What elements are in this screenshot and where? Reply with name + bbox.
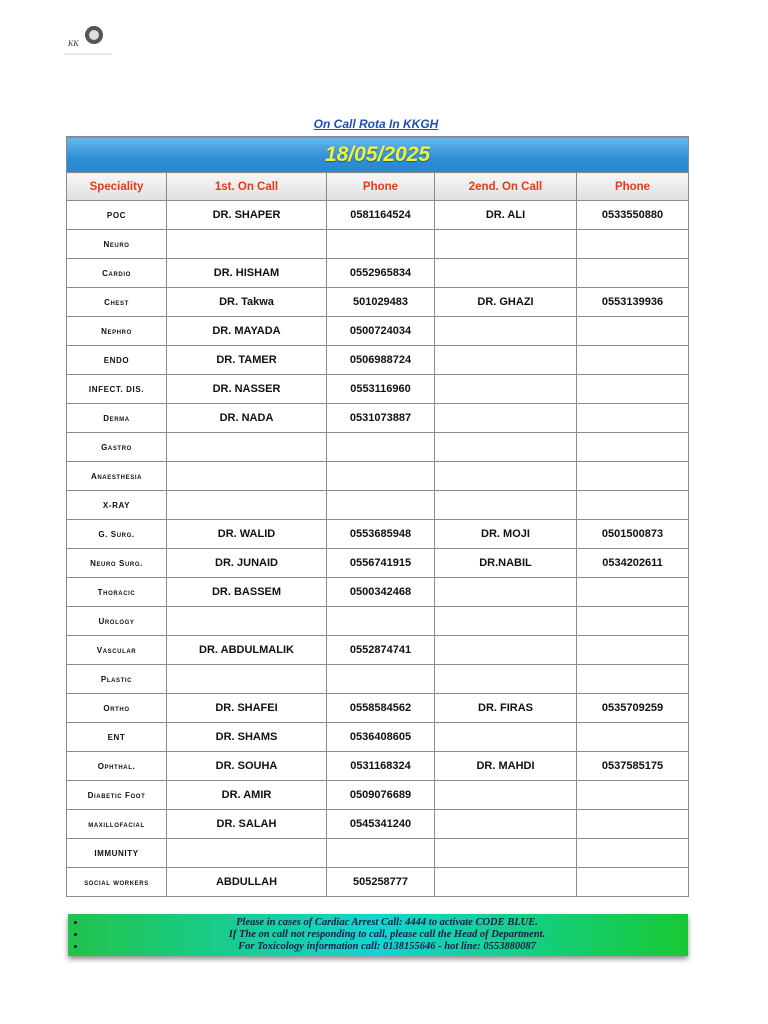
second-on-call-cell (435, 868, 577, 897)
second-on-call-cell (435, 433, 577, 462)
second-on-call-cell (435, 230, 577, 259)
second-phone-cell (577, 578, 689, 607)
second-phone-cell (577, 491, 689, 520)
speciality-cell: Neuro (67, 230, 167, 259)
first-phone-cell: 0531168324 (327, 752, 435, 781)
first-phone-cell (327, 491, 435, 520)
first-phone-cell (327, 462, 435, 491)
speciality-cell: Diabetic Foot (67, 781, 167, 810)
second-phone-cell: 0535709259 (577, 694, 689, 723)
header-phone-first: Phone (327, 173, 435, 201)
table-row (67, 375, 689, 404)
speciality-cell: INFECT. DIS. (67, 375, 167, 404)
second-on-call-cell (435, 491, 577, 520)
table-row (67, 433, 689, 462)
rota-date: 18/05/2025 (67, 137, 689, 173)
date-row (67, 137, 689, 173)
hospital-logo (64, 24, 114, 56)
table-row (67, 259, 689, 288)
first-phone-cell: 0552965834 (327, 259, 435, 288)
first-phone-cell: 0553685948 (327, 520, 435, 549)
second-on-call-cell: DR. FIRAS (435, 694, 577, 723)
second-on-call-cell (435, 665, 577, 694)
first-on-call-cell (167, 607, 327, 636)
first-on-call-cell (167, 839, 327, 868)
speciality-cell: Vascular (67, 636, 167, 665)
first-on-call-cell: DR. BASSEM (167, 578, 327, 607)
first-phone-cell (327, 839, 435, 868)
second-phone-cell: 0553139936 (577, 288, 689, 317)
speciality-cell: POC (67, 201, 167, 230)
header-phone-second: Phone (577, 173, 689, 201)
first-on-call-cell: DR. SHAMS (167, 723, 327, 752)
second-phone-cell (577, 810, 689, 839)
table-row (67, 694, 689, 723)
second-phone-cell (577, 259, 689, 288)
notice-item: • If The on call not responding to call, please call the Head of Department. (86, 929, 688, 941)
second-phone-cell (577, 781, 689, 810)
speciality-cell: X-RAY (67, 491, 167, 520)
first-on-call-cell: DR. HISHAM (167, 259, 327, 288)
second-on-call-cell (435, 375, 577, 404)
speciality-cell: ENDO (67, 346, 167, 375)
second-phone-cell: 0537585175 (577, 752, 689, 781)
first-on-call-cell: DR. SOUHA (167, 752, 327, 781)
second-phone-cell (577, 317, 689, 346)
first-on-call-cell: DR. SALAH (167, 810, 327, 839)
table-row (67, 752, 689, 781)
second-on-call-cell (435, 723, 577, 752)
table-row (67, 317, 689, 346)
table-row (67, 288, 689, 317)
second-on-call-cell: DR. GHAZI (435, 288, 577, 317)
on-call-rota-table (66, 136, 689, 897)
table-row (67, 491, 689, 520)
first-on-call-cell: DR. Takwa (167, 288, 327, 317)
notice-item: • Please in cases of Cardiac Arrest Call: 4444 to activate CODE BLUE. (86, 917, 688, 929)
table-row (67, 868, 689, 897)
second-on-call-cell: DR. ALI (435, 201, 577, 230)
second-phone-cell (577, 868, 689, 897)
table-row (67, 404, 689, 433)
speciality-cell: Thoracic (67, 578, 167, 607)
first-phone-cell: 0509076689 (327, 781, 435, 810)
first-phone-cell (327, 230, 435, 259)
first-on-call-cell: DR. JUNAID (167, 549, 327, 578)
second-on-call-cell: DR. MAHDI (435, 752, 577, 781)
speciality-cell: maxillofacial (67, 810, 167, 839)
table-row (67, 839, 689, 868)
notice-box (68, 914, 688, 956)
second-on-call-cell (435, 839, 577, 868)
speciality-cell: Urology (67, 607, 167, 636)
speciality-cell: IMMUNITY (67, 839, 167, 868)
first-on-call-cell: ABDULLAH (167, 868, 327, 897)
first-on-call-cell (167, 462, 327, 491)
first-phone-cell: 0552874741 (327, 636, 435, 665)
first-phone-cell: 0506988724 (327, 346, 435, 375)
second-on-call-cell (435, 636, 577, 665)
first-phone-cell (327, 607, 435, 636)
table-row (67, 462, 689, 491)
speciality-cell: Neuro Surg. (67, 549, 167, 578)
speciality-cell: Ophthal. (67, 752, 167, 781)
header-first-on-call: 1st. On Call (167, 173, 327, 201)
second-on-call-cell (435, 346, 577, 375)
notice-item: • For Toxicology information call: 0138155646 - hot line: 0553880087 (86, 941, 688, 953)
speciality-cell: Anaesthesia (67, 462, 167, 491)
table-row (67, 578, 689, 607)
second-phone-cell (577, 723, 689, 752)
second-on-call-cell (435, 404, 577, 433)
second-phone-cell (577, 839, 689, 868)
header-second-on-call: 2end. On Call (435, 173, 577, 201)
second-on-call-cell: DR. MOJI (435, 520, 577, 549)
second-phone-cell (577, 636, 689, 665)
first-phone-cell: 0536408605 (327, 723, 435, 752)
speciality-cell: Cardio (67, 259, 167, 288)
first-phone-cell: 0553116960 (327, 375, 435, 404)
second-phone-cell (577, 607, 689, 636)
second-phone-cell (577, 665, 689, 694)
table-row (67, 230, 689, 259)
second-phone-cell (577, 404, 689, 433)
second-on-call-cell (435, 259, 577, 288)
second-on-call-cell (435, 578, 577, 607)
second-on-call-cell (435, 781, 577, 810)
first-on-call-cell: DR. NADA (167, 404, 327, 433)
speciality-cell: Gastro (67, 433, 167, 462)
table-row (67, 607, 689, 636)
table-row (67, 810, 689, 839)
first-phone-cell: 505258777 (327, 868, 435, 897)
second-phone-cell (577, 230, 689, 259)
second-on-call-cell (435, 607, 577, 636)
second-phone-cell (577, 375, 689, 404)
first-phone-cell: 0581164524 (327, 201, 435, 230)
page-title: On Call Rota In KKGH (313, 117, 439, 131)
first-phone-cell: 0558584562 (327, 694, 435, 723)
second-phone-cell: 0501500873 (577, 520, 689, 549)
second-on-call-cell (435, 810, 577, 839)
first-on-call-cell: DR. AMIR (167, 781, 327, 810)
speciality-cell: Plastic (67, 665, 167, 694)
first-on-call-cell: DR. WALID (167, 520, 327, 549)
first-on-call-cell: DR. SHAFEI (167, 694, 327, 723)
table-row (67, 549, 689, 578)
first-on-call-cell: DR. ABDULMALIK (167, 636, 327, 665)
first-on-call-cell: DR. MAYADA (167, 317, 327, 346)
table-row (67, 723, 689, 752)
speciality-cell: ENT (67, 723, 167, 752)
first-phone-cell: 0545341240 (327, 810, 435, 839)
second-on-call-cell (435, 462, 577, 491)
first-on-call-cell (167, 433, 327, 462)
second-on-call-cell (435, 317, 577, 346)
second-phone-cell (577, 346, 689, 375)
speciality-cell: Ortho (67, 694, 167, 723)
first-phone-cell: 0500724034 (327, 317, 435, 346)
table-row (67, 201, 689, 230)
speciality-cell: Nephro (67, 317, 167, 346)
second-phone-cell: 0533550880 (577, 201, 689, 230)
second-on-call-cell: DR.NABIL (435, 549, 577, 578)
table-row (67, 636, 689, 665)
first-on-call-cell (167, 230, 327, 259)
first-phone-cell: 501029483 (327, 288, 435, 317)
first-on-call-cell: DR. TAMER (167, 346, 327, 375)
table-row (67, 781, 689, 810)
svg-text:KK: KK (68, 39, 79, 48)
table-row (67, 346, 689, 375)
first-on-call-cell (167, 491, 327, 520)
speciality-cell: social workers (67, 868, 167, 897)
first-on-call-cell (167, 665, 327, 694)
second-phone-cell (577, 462, 689, 491)
speciality-cell: Derma (67, 404, 167, 433)
second-phone-cell: 0534202611 (577, 549, 689, 578)
first-phone-cell: 0556741915 (327, 549, 435, 578)
second-phone-cell (577, 433, 689, 462)
speciality-cell: Chest (67, 288, 167, 317)
first-phone-cell (327, 665, 435, 694)
table-row (67, 665, 689, 694)
first-phone-cell: 0531073887 (327, 404, 435, 433)
first-phone-cell: 0500342468 (327, 578, 435, 607)
first-on-call-cell: DR. SHAPER (167, 201, 327, 230)
speciality-cell: G. Surg. (67, 520, 167, 549)
first-on-call-cell: DR. NASSER (167, 375, 327, 404)
first-phone-cell (327, 433, 435, 462)
table-row (67, 520, 689, 549)
header-speciality: Speciality (67, 173, 167, 201)
header-row (67, 173, 689, 201)
